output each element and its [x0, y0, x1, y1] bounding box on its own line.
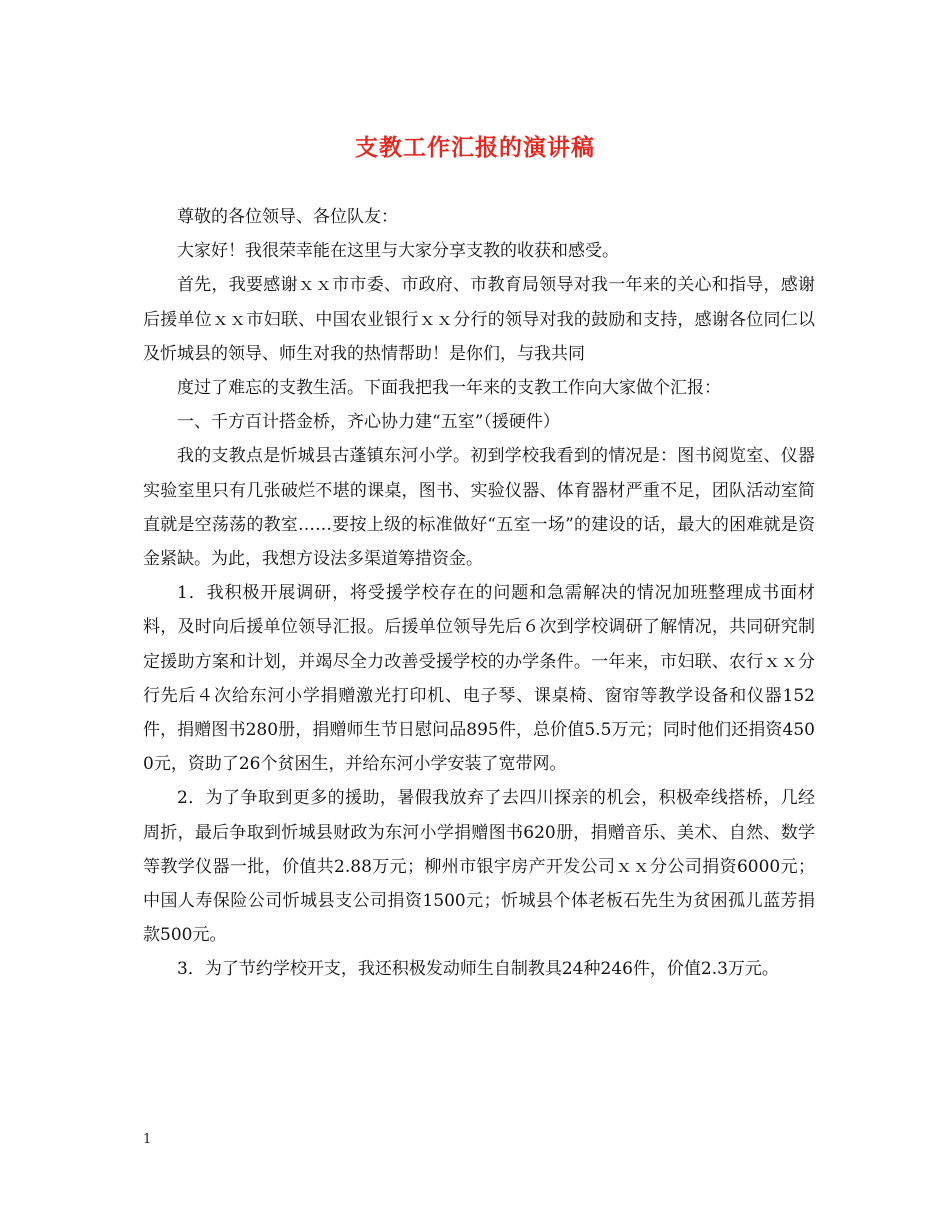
paragraph-salutation: 尊敬的各位领导、各位队友：	[177, 207, 398, 227]
document-title: 支教工作汇报的演讲稿	[355, 134, 595, 161]
paragraph-greeting: 大家好！我很荣幸能在这里与大家分享支教的收获和感受。	[177, 241, 619, 262]
paragraph-item-2: 2．为了争取到更多的援助，暑假我放弃了去四川探亲的机会，积极牵线搭桥，几经周折，最后争取到忻城县财政为东河小学捐赠图书620册，捐赠音乐、美术、自然、数学等教学仪器一批，价值共2.88万元；柳州市银宇房产开发公司ｘｘ分公司捐资6000元；中国人寿保险公司忻城县支公司捐资1500元；忻城县个体老板石先生为贫困孤儿蓝芳捐款500元。	[143, 788, 815, 946]
section-heading-1: 一、千方百计搭金桥，齐心协力建“五室”（援硬件）	[177, 412, 560, 433]
paragraph-intro: 度过了难忘的支教生活。下面我把我一年来的支教工作向大家做个汇报：	[177, 378, 721, 399]
paragraph-item-3: 3．为了节约学校开支，我还积极发动师生自制教具24种246件，价值2.3万元。	[177, 959, 779, 980]
document-body	[143, 200, 815, 987]
paragraph-school-situation: 我的支教点是忻城县古蓬镇东河小学。初到学校我看到的情况是：图书阅览室、仪器实验室里只有几张破烂不堪的课桌，图书、实验仪器、体育器材严重不足，团队活动室简直就是空荡荡的教室……要按上级的标准做好“五室一场”的建设的话，最大的困难就是资金紧缺。为此，我想方设法多渠道筹措资金。	[143, 446, 815, 570]
page-number: 1	[143, 1132, 152, 1147]
paragraph-thanks: 首先，我要感谢ｘｘ市市委、市政府、市教育局领导对我一年来的关心和指导，感谢后援单位ｘｘ市妇联、中国农业银行ｘｘ分行的领导对我的鼓励和支持，感谢各位同仁以及忻城县的领导、师生对我的热情帮助！是你们，与我共同	[143, 275, 815, 364]
paragraph-item-1: 1．我积极开展调研，将受援学校存在的问题和急需解决的情况加班整理成书面材料，及时向后援单位领导汇报。后援单位领导先后６次到学校调研了解情况，共同研究制定援助方案和计划，并竭尽全力改善受援学校的办学条件。一年来，市妇联、农行ｘｘ分行先后４次给东河小学捐赠激光打印机、电子琴、课桌椅、窗帘等教学设备和仪器152件，捐赠图书280册，捐赠师生节日慰问品895件，总价值5.5万元；同时他们还捐资4500元，资助了26个贫困生，并给东河小学安装了宽带网。	[143, 583, 815, 775]
